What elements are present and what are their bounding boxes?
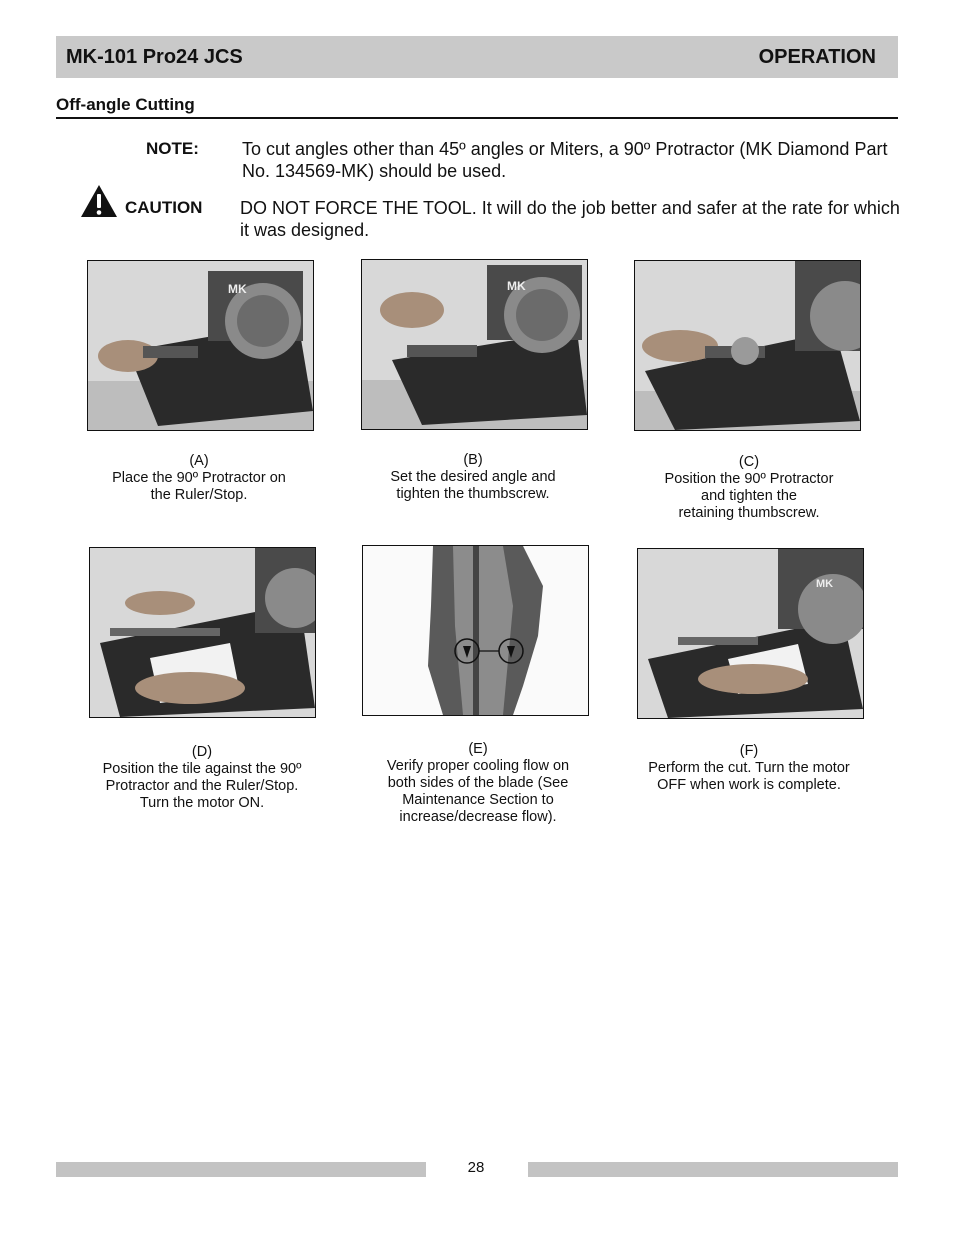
page-number: 28: [467, 1159, 485, 1176]
footer-bar-right: [528, 1162, 898, 1177]
section-heading: OPERATION: [758, 45, 876, 68]
caption-step-e: (E) Verify proper cooling flow on both sides of the blade (See Maintenance Section to increase/decrease flow).: [386, 741, 570, 825]
caution-label: CAUTION: [125, 198, 203, 217]
note-text: To cut angles other than 45º angles or Miters, a 90º Protractor (MK Diamond Part No. 134569-MK) should be used.: [242, 139, 888, 181]
header-bar: [56, 36, 898, 78]
caption-step-a: (A) Place the 90º Protractor on the Ruler/Stop.: [112, 453, 286, 503]
note-label: NOTE:: [146, 139, 199, 158]
footer-bar-left: [56, 1162, 426, 1177]
photo-step-f: [637, 548, 864, 719]
caption-step-d: (D) Position the tile against the 90º Protractor and the Ruler/Stop. Turn the motor ON.: [102, 744, 302, 811]
section-divider: [56, 117, 898, 119]
caution-text: DO NOT FORCE THE TOOL. It will do the job better and safer at the rate for which it was designed.: [240, 198, 900, 240]
svg-text:MK: MK: [228, 282, 247, 296]
model-title: MK-101 Pro24 JCS: [66, 45, 243, 68]
photo-step-a: [87, 260, 314, 431]
svg-text:MK: MK: [507, 279, 526, 293]
photo-step-b: [361, 259, 588, 430]
photo-step-d: [89, 547, 316, 718]
photo-step-c: [634, 260, 861, 431]
photo-step-e: [362, 545, 589, 716]
caption-step-b: (B) Set the desired angle and tighten the thumbscrew.: [390, 452, 556, 502]
warning-triangle-icon: [80, 184, 118, 218]
section-title: Off-angle Cutting: [56, 95, 195, 114]
svg-text:MK: MK: [816, 578, 834, 590]
caption-step-f: (F) Perform the cut. Turn the motor OFF when work is complete.: [648, 743, 850, 793]
caption-step-c: (C) Position the 90º Protractor and tighten the retaining thumbscrew.: [664, 454, 834, 521]
